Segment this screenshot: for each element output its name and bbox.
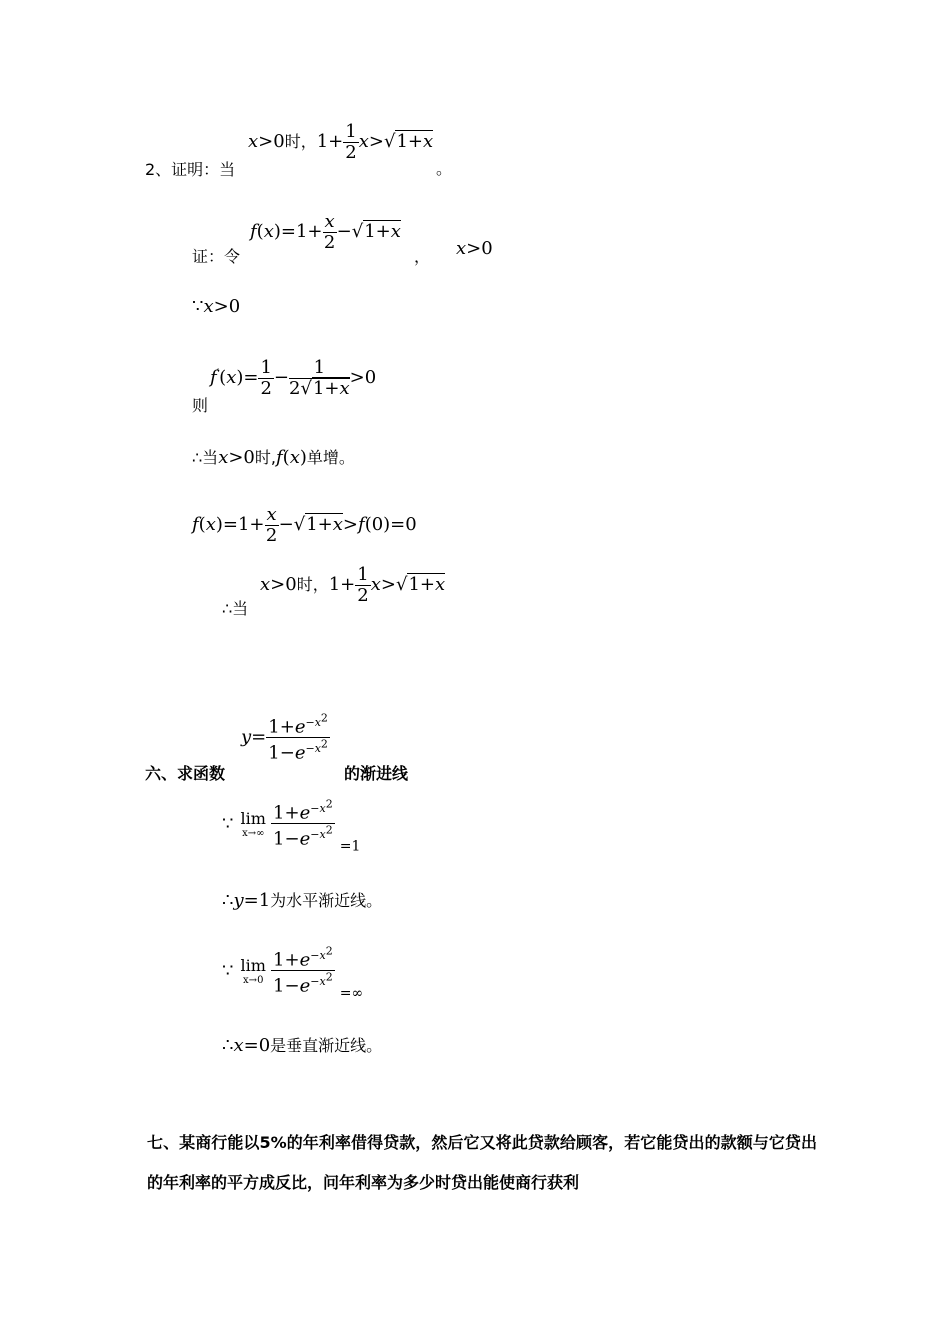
q6-label: 六、求函数 bbox=[145, 764, 226, 783]
because-line: ∵x>0 bbox=[192, 296, 241, 317]
q2-label: 2、证明：当 bbox=[145, 160, 236, 179]
monotone-line: ∴当x>0时,f(x)单增。 bbox=[192, 447, 355, 468]
proof-start: 证：令 bbox=[192, 247, 241, 266]
q2-end-mark: 。 bbox=[436, 159, 453, 178]
vertical-asymptote: ∴x=0是垂直渐近线。 bbox=[222, 1035, 383, 1056]
domain-condition: x>0 bbox=[456, 238, 493, 259]
q7-paragraph: 七、某商行能以5%的年利率借得贷款，然后它又将此贷款给顾客，若它能贷出的款额与它贷出的年利率的平方成反比，问年利率为多少时贷出能使商行获利 bbox=[147, 1133, 817, 1192]
inequality-line: f(x)=1+ $\frac{x}{2}$ −√1+x>f(0)=0 bbox=[192, 504, 417, 546]
conclusion-expr: x>0时，1+ $\frac{1}{2}$ x>√1+x bbox=[260, 564, 446, 606]
derivative-expr: f′(x)= $\frac{1}{2}$ − $\frac{1}{2√1+x}$ >0 bbox=[210, 357, 377, 399]
q2-statement: x>0时，1+ $\frac{1}{2}$ x>√1+x bbox=[248, 121, 434, 163]
limit-zero: ∵ lim x→0 $\frac{1+e^{-x^2}}{1-e^{-x^2}}$ =∞ bbox=[222, 944, 364, 1002]
q6-function: y= $\frac{1+e^{-x^2}}{1-e^{-x^2}}$ bbox=[241, 711, 328, 765]
then-label: 则 bbox=[192, 396, 209, 415]
conclusion-label: ∴当 bbox=[222, 599, 249, 618]
horizontal-asymptote: ∴y=1为水平渐近线。 bbox=[222, 890, 383, 911]
comma: ， bbox=[414, 247, 431, 266]
limit-infinity: ∵ lim x→∞ $\frac{1+e^{-x^2}}{1-e^{-x^2}}$ =1 bbox=[222, 797, 361, 855]
f-definition: f(x)=1+ $\frac{x}{2}$ −√1+x bbox=[250, 211, 401, 253]
q6-tail: 的渐进线 bbox=[344, 764, 409, 783]
